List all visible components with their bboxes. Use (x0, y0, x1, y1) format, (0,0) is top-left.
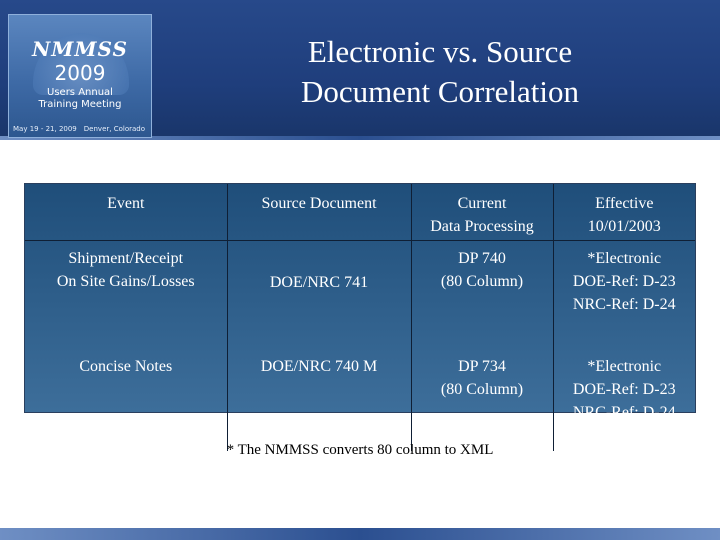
cell-effective (553, 349, 695, 451)
cell-event (25, 349, 227, 451)
table-row (25, 241, 695, 350)
cell-effective-line2: DOE-Ref: D-23 (572, 381, 676, 398)
cell-effective-line3: NRC-Ref: D-24 (572, 296, 676, 313)
header-effective-line2: 10/01/2003 (587, 218, 661, 235)
cell-current-line1: DP 734 (458, 358, 506, 375)
logo-mark: NMMSS (31, 37, 128, 61)
logo-subtitle-line1: Users Annual (47, 87, 113, 98)
cell-event-line1: Shipment/Receipt (68, 250, 184, 267)
header-source-document (227, 184, 411, 241)
logo-subtitle-line2: Training Meeting (38, 99, 122, 110)
table-header-row (25, 184, 695, 241)
header-current-data-processing (411, 184, 553, 241)
slide-title-line2: Document Correlation (300, 74, 580, 109)
cell-event-line2: On Site Gains/Losses (56, 273, 195, 290)
header-event-text: Event (107, 195, 145, 212)
cell-effective-line3: NRC-Ref: D-24 (572, 404, 676, 421)
correlation-table (24, 183, 696, 421)
footnote: * The NMMSS converts 80 column to XML (226, 442, 494, 458)
cell-event-line1: Concise Notes (79, 358, 173, 375)
correlation-table-grid (25, 184, 695, 451)
header-effective-line1: Effective (595, 195, 654, 212)
nmmss-2009-logo (8, 14, 152, 138)
header-event (25, 184, 227, 241)
cell-effective-line1: *Electronic (587, 358, 662, 375)
slide-title (230, 32, 650, 112)
footer-band (0, 528, 720, 540)
header-effective (553, 184, 695, 241)
cell-source-document: DOE/NRC 741 (227, 241, 411, 350)
cell-effective-line1: *Electronic (587, 250, 662, 267)
table-row (25, 349, 695, 451)
cell-current-line1: DP 740 (458, 250, 506, 267)
slide-title-line1: Electronic vs. Source (307, 34, 573, 69)
cell-current-line2: (80 Column) (440, 381, 524, 398)
header-current-line1: Current (457, 195, 507, 212)
logo-dates: May 19 - 21, 2009 (13, 125, 77, 133)
header-source-text: Source Document (261, 195, 377, 212)
cell-current-line2: (80 Column) (440, 273, 524, 290)
cell-effective-line2: DOE-Ref: D-23 (572, 273, 676, 290)
logo-subtitle (9, 87, 151, 111)
cell-source-document: DOE/NRC 740 M (227, 349, 411, 451)
cell-current (411, 349, 553, 451)
logo-year: 2009 (54, 61, 106, 85)
header-current-line2: Data Processing (430, 218, 534, 235)
cell-current (411, 241, 553, 350)
cell-event (25, 241, 227, 350)
cell-effective (553, 241, 695, 350)
logo-location: Denver, Colorado (83, 125, 145, 133)
